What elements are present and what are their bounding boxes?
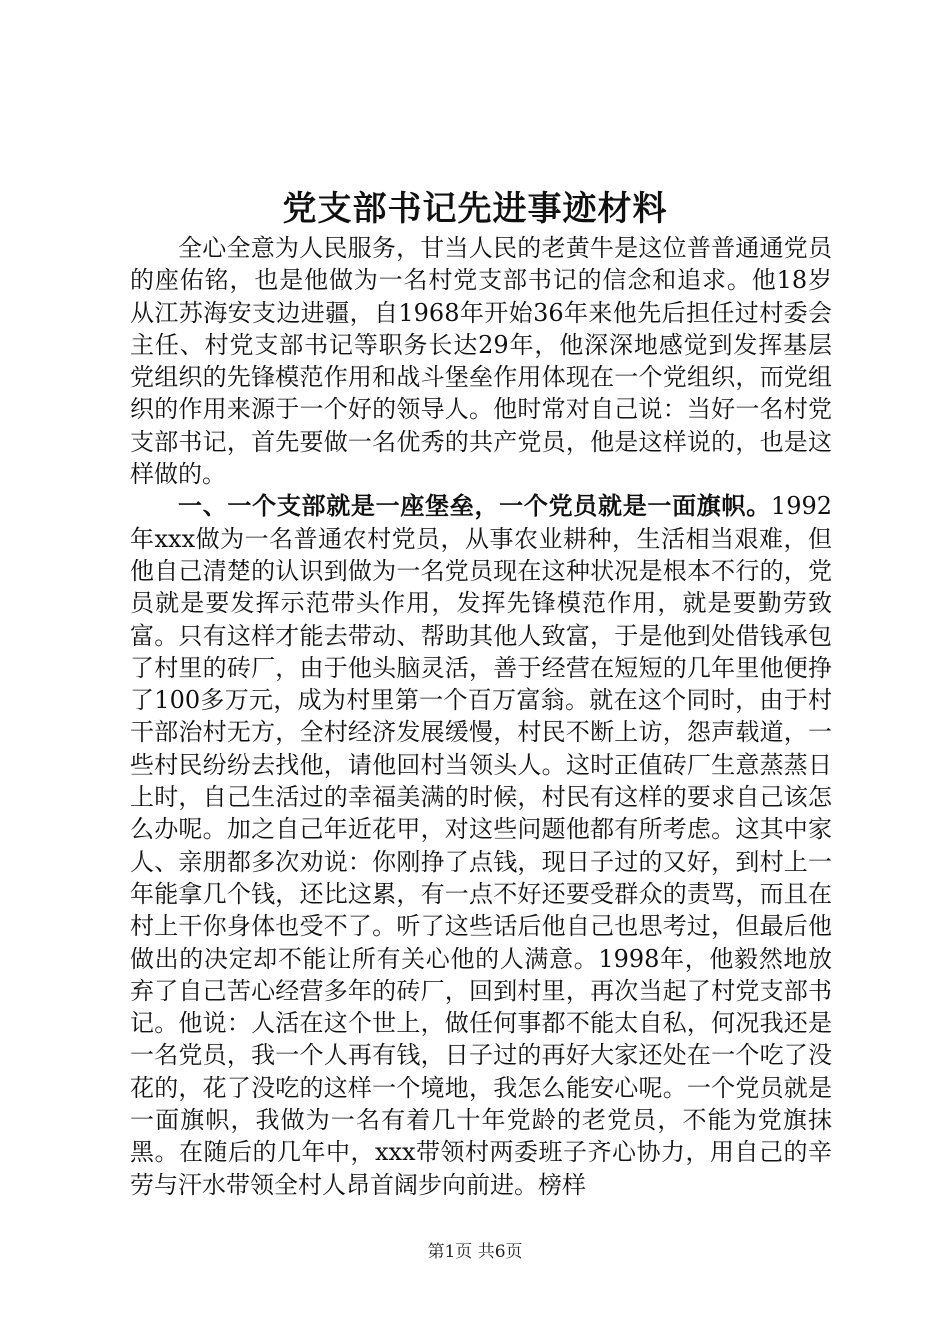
document-body [130,232,832,1201]
section-1-body: 1992年xxx做为一名普通农村党员，从事农业耕种，生活相当艰难，但他自己清楚的认识到做为一名党员现在这种状况是根本不行的，党员就是要发挥示范带头作用，发挥先锋模范作用，就是要勤劳致富。只有这样才能去带动、帮助其他人致富，于是他到处借钱承包了村里的砖厂，由于他头脑灵活，善于经营在短短的几年里他便挣了100多万元，成为村里第一个百万富翁。就在这个同时，由于村干部治村无方，全村经济发展缓慢，村民不断上访，怨声载道，一些村民纷纷去找他，请他回村当领头人。这时正值砖厂生意蒸蒸日上时，自己生活过的幸福美满的时候，村民有这样的要求自己该怎么办呢。加之自己年近花甲，对这些问题他都有所考虑。这其中家人、亲朋都多次劝说：你刚挣了点钱，现日子过的又好，到村上一年能拿几个钱，还比这累，有一点不好还要受群众的责骂，而且在村上干你身体也受不了。听了这些话后他自己也思考过，但最后他做出的决定却不能让所有关心他的人满意。1998年，他毅然地放弃了自己苦心经营多年的砖厂，回到村里，再次当起了村党支部书记。他说：人活在这个世上，做任何事都不能太自私，何况我还是一名党员，我一个人再有钱，日子过的再好大家还处在一个吃了没花的，花了没吃的这样一个境地，我怎么能安心呢。一个党员就是一面旗帜，我做为一名有着几十年党龄的老党员，不能为党旗抹黑。在随后的几年中，xxx带领村两委班子齐心协力，用自己的辛劳与汗水带领全村人昂首阔步向前进。榜样 [130,492,832,1199]
section-1-paragraph [130,490,832,1201]
section-1-heading: 一、一个支部就是一座堡垒，一个党员就是一面旗帜。 [178,491,771,521]
document-title: 党支部书记先进事迹材料 [282,189,668,229]
page-number-footer: 第1页 共6页 [427,1242,523,1262]
intro-paragraph: 全心全意为人民服务，甘当人民的老黄牛是这位普普通通党员的座佑铭，也是他做为一名村党支部书记的信念和追求。他18岁从江苏海安支边进疆，自1968年开始36年来他先后担任过村委会主任、村党支部书记等职务长达29年，他深深地感觉到发挥基层党组织的先锋模范作用和战斗堡垒作用体现在一个党组织，而党组织的作用来源于一个好的领导人。他时常对自己说：当好一名村党支部书记，首先要做一名优秀的共产党员，他是这样说的，也是这样做的。 [130,234,832,489]
